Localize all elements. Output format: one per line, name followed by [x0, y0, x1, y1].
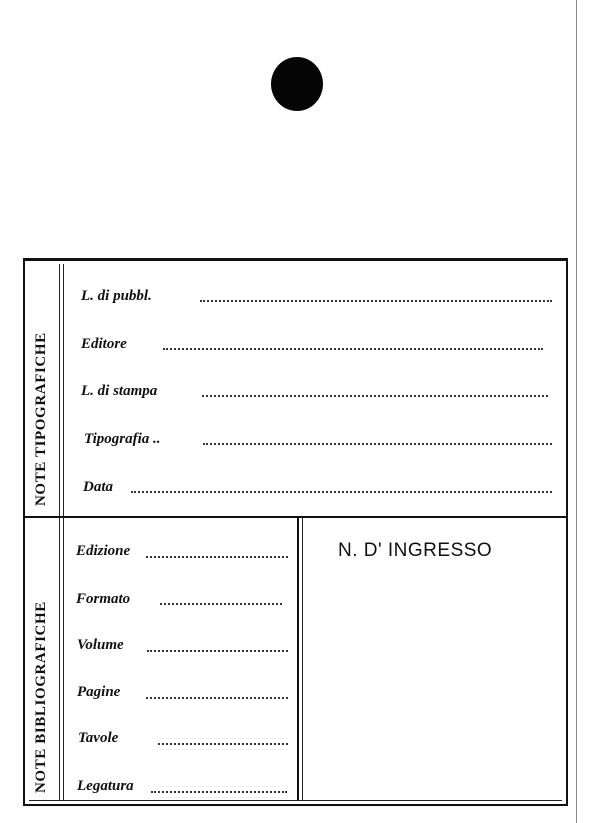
field-line [147, 650, 288, 652]
field-line [163, 348, 543, 350]
section-label-tipografiche: NOTE TIPOGRAFICHE [33, 332, 49, 506]
field-line [202, 395, 548, 397]
punched-hole [271, 57, 323, 111]
field-label: Edizione [76, 543, 131, 559]
field-label: Formato [76, 591, 131, 607]
field-label: Legatura [77, 778, 134, 794]
field-tipografia[interactable] [84, 431, 161, 448]
section-divider [25, 516, 566, 518]
right-column-rule [297, 518, 299, 800]
field-label: Tipografia .. [84, 431, 161, 447]
left-column-rule-outer [59, 264, 60, 800]
field-data[interactable] [83, 479, 113, 496]
field-line [200, 300, 552, 302]
field-tavole[interactable] [78, 730, 118, 747]
field-line [203, 443, 552, 445]
field-formato[interactable] [76, 591, 130, 608]
field-label: Volume [77, 637, 124, 653]
field-pagine[interactable] [77, 684, 120, 701]
field-legatura[interactable] [77, 778, 134, 795]
field-label: Pagine [77, 684, 121, 700]
left-column-rule-inner [63, 264, 64, 800]
field-label: Tavole [78, 730, 119, 746]
field-edizione[interactable] [76, 543, 130, 560]
card-edge-line [576, 0, 577, 823]
field-label: L. di stampa [81, 383, 158, 399]
field-label: Editore [81, 336, 127, 352]
field-line [158, 743, 288, 745]
field-line [131, 491, 552, 493]
field-volume[interactable] [77, 637, 124, 654]
field-label: Data [83, 479, 113, 495]
field-editore[interactable] [81, 336, 127, 353]
section-label-bibliografiche: NOTE BIBLIOGRAFICHE [33, 601, 49, 793]
right-column-rule-inner [302, 518, 303, 800]
field-line [151, 791, 287, 793]
field-line [146, 697, 288, 699]
field-label: L. di pubbl. [81, 288, 152, 304]
field-luogo-pubblicazione[interactable] [81, 288, 152, 305]
field-line [146, 556, 288, 558]
field-luogo-stampa[interactable] [81, 383, 157, 400]
ingresso-number-heading: N. D' INGRESSO [338, 540, 493, 561]
field-line [160, 603, 282, 605]
